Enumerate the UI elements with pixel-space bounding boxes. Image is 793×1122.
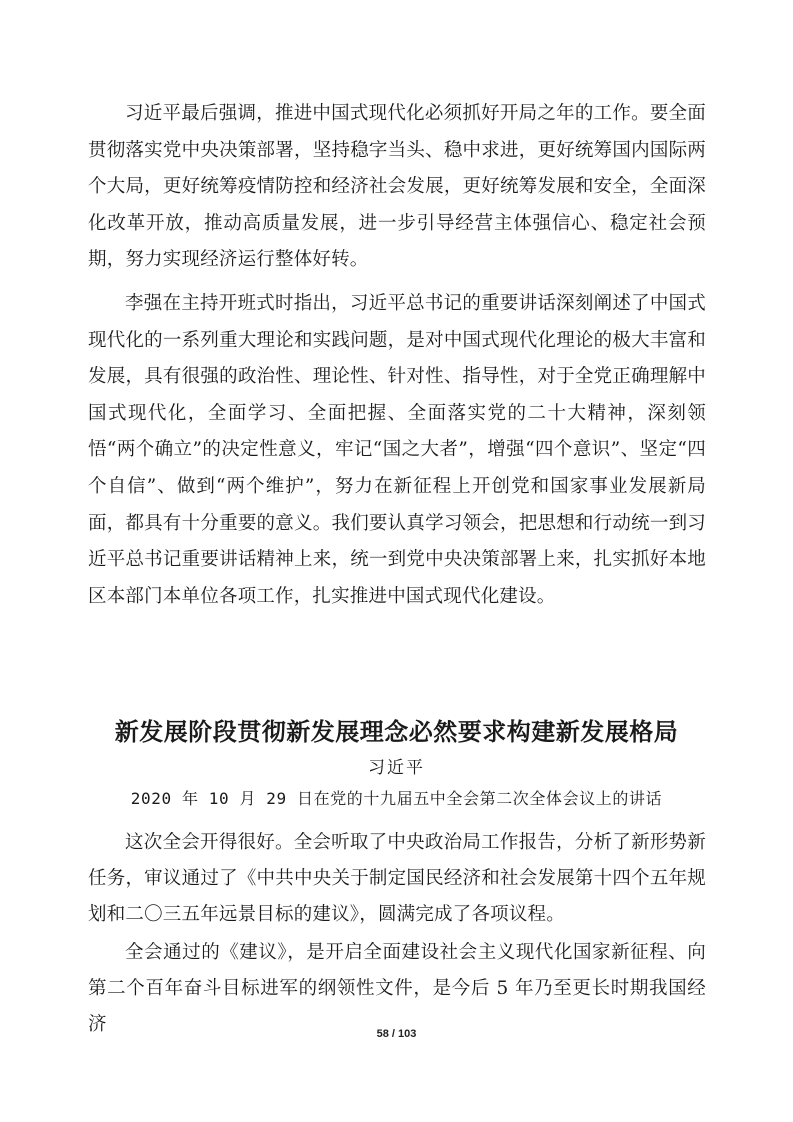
article-title: 新发展阶段贯彻新发展理念必然要求构建新发展格局 (114, 717, 679, 746)
body-paragraph: 全会通过的《建议》，是开启全面建设社会主义现代化国家新征程、向第二个百年奋斗目标进军的纲领性文件，是今后 5 年乃至更长时期我国经济 (88, 942, 706, 1036)
article-author: 习近平 (368, 758, 425, 778)
body-paragraph: 这次全会开得很好。全会听取了中央政治局工作报告，分析了新形势新任务，审议通过了《中共中央关于制定国民经济和社会发展第十四个五年规划和二〇三五年远景目标的建议》，圆满完成了各项议程。 (88, 832, 706, 926)
body-paragraph: 习近平最后强调，推进中国式现代化必须抓好开局之年的工作。要全面贯彻落实党中央决策部署，坚持稳字当头、稳中求进，更好统筹国内国际两个大局，更好统筹疫情防控和经济社会发展，更好统筹发展和安全，全面深化改革开放，推动高质量发展，进一步引导经营主体强信心、稳定社会预期，努力实现经济运行整体好转。 (88, 103, 706, 271)
page-number: 58 / 103 (376, 1028, 417, 1040)
body-paragraph: 李强在主持开班式时指出，习近平总书记的重要讲话深刻阐述了中国式现代化的一系列重大理论和实践问题，是对中国式现代化理论的极大丰富和发展，具有很强的政治性、理论性、针对性、指导性，对于全党正确理解中国式现代化，全面学习、全面把握、全面落实党的二十大精神，深刻领悟“两个确立”的决定性意义，牢记“国之大者”，增强“四个意识”、坚定“四个自信”、做到“两个维护”，努力在新征程上开创党和国家事业发展新局面，都具有十分重要的意义。我们要认真学习领会，把思想和行动统一到习近平总书记重要讲话精神上来，统一到党中央决策部署上来，扎实抓好本地区本部门本单位各项工作，扎实推进中国式现代化建设。 (88, 293, 706, 607)
article-subtitle: 2020 年 10 月 29 日在党的十九届五中全会第二次全体会议上的讲话 (130, 789, 663, 808)
